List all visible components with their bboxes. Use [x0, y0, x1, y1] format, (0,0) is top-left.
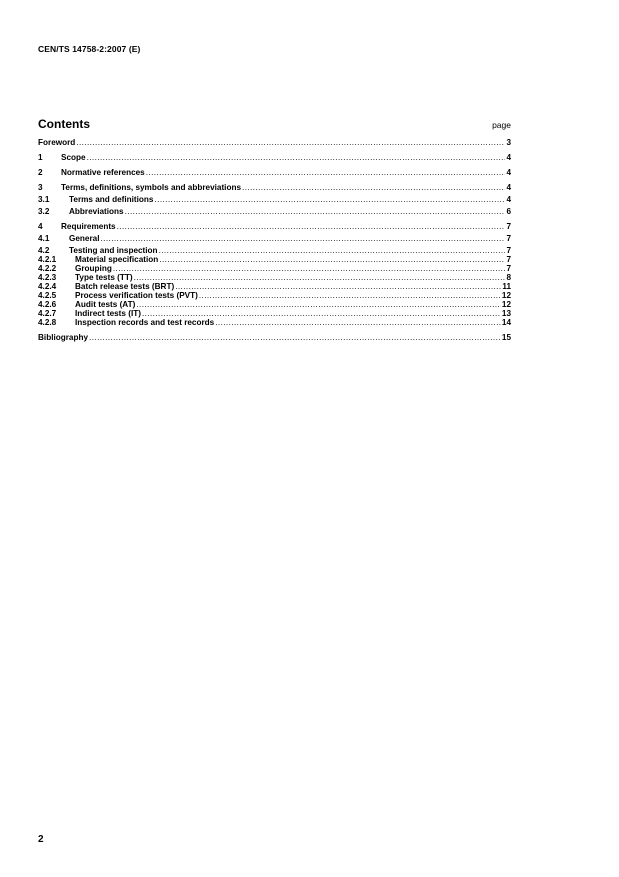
toc-dot-leader — [154, 195, 505, 204]
toc-dot-leader — [113, 264, 506, 273]
toc-entry-title: Normative references — [61, 168, 145, 177]
toc-entry-number: 4.2 — [38, 246, 50, 255]
toc-entry-page: 7 — [506, 246, 511, 255]
toc-entry[interactable] — [38, 195, 511, 204]
toc-entry-title: Type tests (TT) — [75, 273, 133, 282]
toc-entry-page: 7 — [506, 255, 511, 264]
toc-dot-leader — [136, 300, 501, 309]
toc-dot-leader — [159, 246, 506, 255]
toc-dot-leader — [142, 309, 501, 318]
toc-entry-number: 4.2.1 — [38, 255, 57, 264]
toc-entry-page: 8 — [506, 273, 511, 282]
toc-entry-page: 12 — [501, 300, 511, 309]
toc-entry[interactable] — [38, 234, 511, 243]
toc-entry-title: Inspection records and test records — [75, 318, 215, 327]
toc-entry-title: Bibliography — [38, 333, 89, 342]
toc-dot-leader — [242, 183, 505, 192]
toc-entry-title: Indirect tests (IT) — [75, 309, 141, 318]
toc-entry-page: 11 — [502, 282, 511, 291]
document-id: CEN/TS 14758-2:2007 (E) — [38, 44, 141, 54]
toc-entry[interactable] — [38, 273, 511, 282]
toc-entry-page: 7 — [506, 264, 511, 273]
page-column-label: page — [492, 120, 511, 130]
toc-entry-number: 3 — [38, 183, 43, 192]
toc-entry-number: 4 — [38, 222, 43, 231]
toc-entry[interactable] — [38, 246, 511, 255]
toc-entry-page: 3 — [506, 138, 511, 147]
contents-heading — [38, 117, 511, 133]
toc-dot-leader — [117, 222, 506, 231]
toc-dot-leader — [134, 273, 506, 282]
toc-entry-title: Scope — [61, 153, 86, 162]
toc-entry-number: 1 — [38, 153, 43, 162]
toc-entry-title: Requirements — [61, 222, 116, 231]
toc-entry-number: 4.1 — [38, 234, 50, 243]
toc-entry-title: Terms and definitions — [69, 195, 154, 204]
toc-entry-number: 4.2.4 — [38, 282, 57, 291]
toc-entry-title: General — [69, 234, 100, 243]
toc-entry-number: 4.2.5 — [38, 291, 57, 300]
toc-entry-title: Batch release tests (BRT) — [75, 282, 175, 291]
toc-entry[interactable] — [38, 207, 511, 216]
toc-entry[interactable] — [38, 291, 511, 300]
toc-entry[interactable] — [38, 318, 511, 327]
toc-entry-title: Process verification tests (PVT) — [75, 291, 198, 300]
toc-entry-number: 4.2.6 — [38, 300, 57, 309]
page-number: 2 — [38, 834, 44, 845]
toc-entry-page: 4 — [506, 195, 511, 204]
toc-entry-page: 7 — [506, 234, 511, 243]
toc-entry-number: 4.2.2 — [38, 264, 57, 273]
toc-entry-page: 12 — [501, 291, 511, 300]
toc-dot-leader — [215, 318, 501, 327]
toc-entry-title: Material specification — [75, 255, 159, 264]
toc-entry[interactable] — [38, 300, 511, 309]
toc-entry-page: 13 — [501, 309, 511, 318]
toc-entry-number: 4.2.7 — [38, 309, 57, 318]
table-of-contents — [38, 138, 511, 342]
toc-entry-page: 4 — [506, 168, 511, 177]
toc-entry[interactable] — [38, 183, 511, 192]
toc-entry-page: 4 — [506, 153, 511, 162]
toc-entry[interactable] — [38, 255, 511, 264]
contents-title: Contents — [38, 117, 90, 131]
toc-entry[interactable] — [38, 282, 511, 291]
toc-dot-leader — [199, 291, 501, 300]
toc-entry-title: Grouping — [75, 264, 112, 273]
toc-dot-leader — [89, 333, 501, 342]
toc-dot-leader — [76, 138, 505, 147]
toc-entry-title: Testing and inspection — [69, 246, 158, 255]
toc-entry-page: 6 — [506, 207, 511, 216]
toc-dot-leader — [125, 207, 506, 216]
toc-entry[interactable] — [38, 153, 511, 162]
toc-entry[interactable] — [38, 138, 511, 147]
toc-dot-leader — [175, 282, 501, 291]
toc-entry-title: Foreword — [38, 138, 76, 147]
toc-entry-number: 2 — [38, 168, 43, 177]
toc-entry[interactable] — [38, 309, 511, 318]
toc-entry[interactable] — [38, 333, 511, 342]
toc-entry-title: Abbreviations — [69, 207, 124, 216]
toc-entry-number: 4.2.8 — [38, 318, 57, 327]
toc-dot-leader — [146, 168, 506, 177]
toc-entry-page: 4 — [506, 183, 511, 192]
toc-dot-leader — [87, 153, 506, 162]
toc-entry-title: Audit tests (AT) — [75, 300, 136, 309]
toc-entry-number: 3.2 — [38, 207, 50, 216]
toc-entry[interactable] — [38, 222, 511, 231]
toc-entry[interactable] — [38, 264, 511, 273]
toc-dot-leader — [101, 234, 506, 243]
toc-entry-page: 14 — [501, 318, 511, 327]
toc-entry-number: 4.2.3 — [38, 273, 57, 282]
toc-entry-number: 3.1 — [38, 195, 50, 204]
toc-entry-page: 7 — [506, 222, 511, 231]
toc-entry-page: 15 — [501, 333, 511, 342]
toc-entry[interactable] — [38, 168, 511, 177]
toc-entry-title: Terms, definitions, symbols and abbreviations — [61, 183, 242, 192]
toc-dot-leader — [159, 255, 505, 264]
